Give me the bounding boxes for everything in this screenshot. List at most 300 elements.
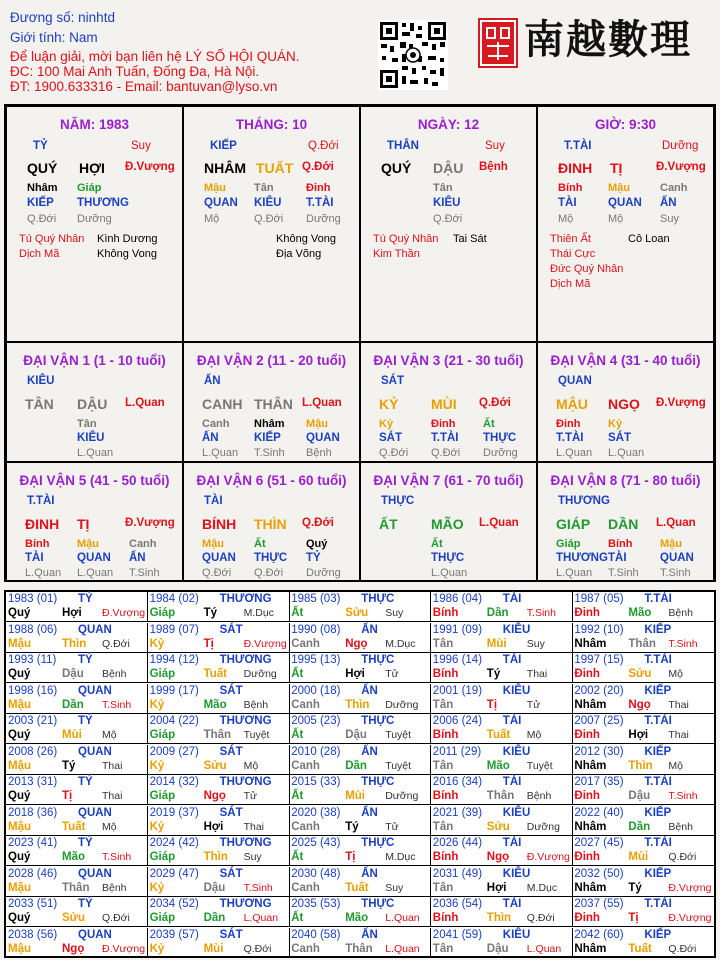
year-stage: Mộ	[102, 820, 117, 833]
gioi-tinh-line: Giới tính: Nam	[10, 30, 98, 45]
year-chi: Sửu	[486, 820, 510, 833]
hidden-god: THƯƠNG	[77, 197, 129, 209]
contact-line-3: ĐT: 1900.633316 - Email: bantuvan@lyso.vn	[10, 79, 278, 94]
year-cell	[6, 623, 148, 653]
year-god: THỰC	[361, 715, 395, 727]
header	[0, 0, 720, 100]
year-stage: T.Sinh	[102, 851, 132, 863]
year-stage: Thai	[668, 698, 689, 711]
dai-van-hidden-stage: Dưỡng	[483, 447, 518, 459]
year-can: Ất	[291, 668, 304, 680]
year-cell	[6, 867, 148, 897]
pillar-chi: TỊ	[610, 160, 623, 176]
year-can: Giáp	[149, 729, 176, 741]
hidden-stem: Mậu	[204, 182, 226, 194]
year-god: THƯƠNG	[219, 776, 272, 788]
year-can: Mậu	[8, 881, 31, 894]
dai-van-hidden-god: ẤN	[202, 432, 219, 444]
year-label: 1989 (07)	[149, 623, 199, 636]
year-stage: Mộ	[668, 668, 683, 680]
year-stage: Suy	[526, 637, 545, 650]
year-god: TỶ	[78, 776, 93, 788]
year-stage: Thai	[102, 790, 123, 802]
year-cell	[6, 714, 148, 744]
dai-van-cell	[537, 342, 714, 462]
dai-van-stage: L.Quan	[302, 397, 342, 409]
pillar-chi: HỢI	[79, 160, 105, 176]
year-can: Canh	[291, 759, 320, 772]
year-god: SÁT	[219, 928, 243, 941]
year-chi: Ngọ	[486, 851, 510, 863]
year-can: Giáp	[149, 790, 176, 802]
pillar-god-can: T.TÀI	[564, 140, 592, 152]
pillar-cell	[183, 106, 360, 342]
pillar-god-chi: Suy	[131, 140, 151, 152]
year-god: THƯƠNG	[219, 837, 272, 849]
year-stage: Dưỡng	[385, 698, 419, 711]
hidden-god: QUAN	[608, 197, 642, 209]
dai-van-hidden-stage: L.Quan	[202, 447, 239, 459]
year-stage: Thai	[243, 820, 265, 833]
dai-van-cell	[183, 462, 360, 582]
year-cell	[572, 684, 714, 714]
year-label: 1992 (10)	[574, 623, 624, 636]
year-god: SÁT	[219, 806, 243, 819]
year-chi: Thìn	[345, 698, 370, 711]
year-god: QUAN	[78, 623, 112, 636]
year-can: Giáp	[149, 851, 176, 863]
year-label: 2020 (38)	[291, 806, 341, 819]
year-god: TÀI	[502, 593, 522, 605]
year-stage: Đ.Vượng	[526, 851, 570, 863]
dai-van-hidden-stage: L.Quan	[431, 567, 468, 579]
shensha-star: Tú Quý Nhân	[373, 233, 439, 245]
year-can: Kỷ	[149, 759, 165, 772]
year-god: QUAN	[78, 684, 112, 697]
year-cell	[6, 836, 148, 866]
year-label: 1986 (04)	[432, 593, 483, 605]
year-cell	[148, 623, 290, 653]
year-stage: L.Quan	[243, 912, 279, 924]
year-cell	[148, 806, 290, 836]
shensha-star: Không Vong	[276, 233, 336, 245]
year-god: KIÊU	[502, 684, 531, 697]
year-stage: Q.Đới	[102, 912, 130, 924]
year-cell	[572, 806, 714, 836]
year-cell	[6, 592, 148, 622]
year-god: ẤN	[361, 684, 378, 697]
year-label: 1997 (15)	[574, 654, 624, 666]
dai-van-hidden-stem: Đinh	[556, 418, 581, 430]
year-cell	[148, 928, 290, 958]
year-label: 2021 (39)	[432, 806, 483, 819]
year-can: Canh	[291, 942, 320, 955]
year-label: 2004 (22)	[149, 715, 199, 727]
dai-van-title: ĐẠI VẬN 2 (11 - 20 tuổi)	[196, 353, 347, 368]
year-god: THỰC	[361, 593, 395, 605]
pillar-stage: Q.Đới	[302, 161, 334, 173]
year-chi: Ngọ	[203, 790, 226, 802]
year-cell	[431, 806, 573, 836]
dai-van-hidden-stem: Kỷ	[379, 418, 394, 430]
pillar-god-can: TỶ	[33, 140, 48, 152]
year-god: TÀI	[502, 898, 522, 910]
year-can: Giáp	[149, 607, 176, 619]
hidden-god: KIẾP	[27, 197, 54, 209]
year-label: 1995 (13)	[291, 654, 341, 666]
year-stage: Tử	[243, 790, 258, 802]
year-cell	[148, 745, 290, 775]
year-god: KIẾP	[644, 928, 672, 941]
year-cell	[6, 653, 148, 683]
dai-van-chi: THÂN	[254, 396, 293, 412]
year-god: SÁT	[219, 623, 243, 636]
year-god: TỶ	[78, 654, 93, 666]
shensha-star: Dịch Mã	[550, 278, 591, 290]
year-label: 1998 (16)	[8, 684, 58, 697]
year-cell	[431, 714, 573, 744]
year-label: 2009 (27)	[149, 745, 199, 758]
pillar-cell	[360, 106, 537, 342]
hidden-stem: Bính	[558, 182, 583, 194]
shensha-star: Thái Cực	[550, 248, 596, 260]
year-chi: Thân	[203, 729, 232, 741]
year-can: Đinh	[574, 912, 600, 924]
year-cell	[148, 897, 290, 927]
dai-van-hidden-stage: L.Quan	[77, 567, 114, 579]
year-label: 2000 (18)	[291, 684, 341, 697]
pillar-god-chi: Suy	[485, 140, 505, 152]
year-chi: Dần	[628, 820, 651, 833]
year-cell	[289, 897, 431, 927]
year-label: 2032 (50)	[574, 867, 624, 880]
year-god: KIÊU	[502, 928, 531, 941]
year-cell	[431, 836, 573, 866]
hidden-stage: Q.Đới	[27, 213, 57, 225]
year-label: 1996 (14)	[432, 654, 483, 666]
year-chi: Ngọ	[345, 637, 368, 650]
pillar-can: NHÂM	[204, 160, 246, 176]
year-chi: Mão	[628, 607, 652, 619]
year-can: Đinh	[574, 668, 600, 680]
year-can: Bính	[432, 668, 459, 680]
dai-van-title: ĐẠI VẬN 7 (61 - 70 tuổi)	[373, 473, 524, 488]
year-chi: Tý	[628, 881, 642, 894]
hidden-stage: Mộ	[204, 213, 220, 225]
dai-van-hidden-stage: L.Quan	[556, 567, 593, 579]
year-stage: Mộ	[526, 729, 542, 741]
dai-van-stage: Đ.Vượng	[125, 517, 175, 529]
year-can: Kỷ	[149, 820, 165, 833]
year-chi: Dần	[203, 912, 226, 924]
year-chi: Tuất	[628, 942, 652, 955]
year-god: SÁT	[219, 745, 243, 758]
year-label: 2038 (56)	[8, 928, 58, 941]
year-god: TỶ	[78, 837, 93, 849]
pillar-god-chi: Dưỡng	[662, 140, 699, 152]
dai-van-hidden-god: QUAN	[202, 552, 236, 564]
dai-van-hidden-god: THƯƠNG	[556, 552, 608, 564]
year-can: Nhâm	[574, 820, 607, 833]
year-stage: Dưỡng	[243, 668, 277, 680]
year-chi: Hợi	[628, 729, 649, 741]
hidden-stage: Suy	[660, 213, 679, 225]
qr-code	[378, 20, 448, 90]
dai-van-hidden-stem: Quý	[306, 538, 328, 550]
dai-van-hidden-stage: T.Sinh	[608, 567, 639, 579]
year-god: KIÊU	[502, 745, 531, 758]
year-god: T.TÀI	[644, 593, 672, 605]
year-stage: M.Dục	[385, 851, 416, 863]
year-chi: Dậu	[345, 729, 367, 741]
year-god: ẤN	[361, 745, 378, 758]
year-stage: Tử	[526, 698, 541, 711]
dai-van-cell	[183, 342, 360, 462]
year-can: Nhâm	[574, 698, 607, 711]
year-label: 1991 (09)	[432, 623, 483, 636]
year-label: 2019 (37)	[149, 806, 199, 819]
year-god: SÁT	[219, 684, 243, 697]
year-chi: Sửu	[628, 668, 652, 680]
year-god: THƯƠNG	[219, 898, 272, 910]
year-god: ẤN	[361, 867, 378, 880]
year-god: KIẾP	[644, 867, 672, 880]
year-label: 2036 (54)	[432, 898, 483, 910]
year-god: KIÊU	[502, 806, 531, 819]
year-cell	[289, 653, 431, 683]
year-cell	[572, 653, 714, 683]
year-stage: T.Sinh	[526, 607, 556, 619]
year-chi: Dần	[62, 698, 84, 711]
year-cell	[572, 745, 714, 775]
dai-van-hidden-stage: Q.Đới	[431, 447, 461, 459]
year-stage: Thai	[668, 729, 689, 741]
year-can: Bính	[432, 729, 459, 741]
dai-van-title: ĐẠI VẬN 3 (21 - 30 tuổi)	[373, 353, 524, 368]
year-stage: Đ.Vượng	[668, 912, 712, 924]
hidden-god: T.TÀI	[306, 197, 334, 209]
year-cell	[572, 714, 714, 744]
year-stage: Q.Đới	[102, 637, 130, 650]
year-can: Tân	[432, 881, 454, 894]
dai-van-chi: DẦN	[608, 516, 639, 532]
year-stage: T.Sinh	[102, 698, 132, 711]
year-label: 1999 (17)	[149, 684, 199, 697]
year-can: Quý	[8, 729, 31, 741]
pillar-can: ĐINH	[558, 160, 593, 176]
year-label: 2037 (55)	[574, 898, 624, 910]
year-cell	[572, 836, 714, 866]
year-cell	[148, 714, 290, 744]
hidden-god: ẤN	[660, 197, 677, 209]
year-label: 2039 (57)	[149, 928, 199, 941]
year-can: Ất	[291, 851, 304, 863]
year-label: 2031 (49)	[432, 867, 483, 880]
dai-van-hidden-stem: Ất	[483, 418, 495, 430]
year-god: T.TÀI	[644, 715, 672, 727]
year-chi: Tị	[486, 698, 498, 711]
dai-van-god: T.TÀI	[27, 495, 55, 507]
year-stage: L.Quan	[385, 912, 420, 924]
dai-van-can: MẬU	[556, 396, 588, 412]
dai-van-hidden-god: QUAN	[660, 552, 694, 564]
year-god: ẤN	[361, 806, 378, 819]
shensha-star: Thiên Ất	[550, 233, 591, 245]
year-can: Quý	[8, 912, 31, 924]
dai-van-stage: L.Quan	[656, 517, 696, 529]
dai-van-hidden-god: T.TÀI	[431, 432, 459, 444]
year-can: Nhâm	[574, 881, 607, 894]
year-chi: Dậu	[486, 942, 509, 955]
pillar-title: GIỜ: 9:30	[594, 117, 657, 132]
dai-van-hidden-stage: L.Quan	[608, 447, 645, 459]
dai-van-can: CANH	[202, 396, 243, 412]
dai-van-hidden-stage: T.Sinh	[254, 447, 285, 459]
year-chi: Mão	[62, 851, 85, 863]
year-stage: Suy	[385, 881, 404, 894]
year-can: Tân	[432, 637, 454, 650]
year-cell	[289, 928, 431, 958]
dai-van-god: TÀI	[204, 495, 223, 507]
dai-van-title: ĐẠI VẬN 6 (51 - 60 tuổi)	[196, 473, 347, 488]
dai-van-chi: NGỌ	[608, 396, 640, 412]
dai-van-god: THƯƠNG	[558, 495, 610, 507]
year-cell	[289, 623, 431, 653]
pillar-cell	[6, 106, 183, 342]
year-label: 2005 (23)	[291, 715, 341, 727]
year-chi: Hợi	[486, 881, 507, 894]
dai-van-hidden-god: TÀI	[25, 552, 44, 564]
year-can: Bính	[432, 790, 459, 802]
year-can: Nhâm	[574, 637, 607, 650]
year-can: Ất	[291, 912, 304, 924]
year-can: Mậu	[8, 820, 31, 833]
dai-van-hidden-god: KIẾP	[254, 432, 281, 444]
pillar-god-can: THÂN	[387, 140, 419, 152]
dai-van-hidden-stem: Mậu	[306, 418, 328, 430]
year-stage: Đ.Vượng	[243, 637, 287, 650]
hidden-stage: Mộ	[608, 213, 624, 225]
shensha-star: Tai Sát	[453, 233, 487, 245]
year-chi: Mão	[486, 759, 510, 772]
year-god: KIÊU	[502, 623, 531, 636]
pillar-cell	[537, 106, 714, 342]
year-label: 1990 (08)	[291, 623, 341, 636]
year-chi: Dậu	[62, 668, 84, 680]
year-chi: Hợi	[203, 820, 224, 833]
year-label: 2003 (21)	[8, 715, 58, 727]
pillar-title: THÁNG: 10	[235, 117, 308, 132]
year-god: T.TÀI	[644, 837, 672, 849]
year-can: Mậu	[8, 637, 31, 650]
dai-van-title: ĐẠI VẬN 8 (71 - 80 tuổi)	[550, 473, 701, 488]
year-stage: M.Dục	[385, 637, 416, 650]
year-god: QUAN	[78, 745, 112, 758]
year-cell	[431, 775, 573, 805]
year-chi: Hợi	[345, 668, 365, 680]
year-label: 2012 (30)	[574, 745, 624, 758]
year-god: T.TÀI	[644, 898, 672, 910]
dai-van-hidden-stem: Ất	[254, 538, 266, 550]
chart-grid	[4, 104, 716, 582]
hidden-stage: Dưỡng	[306, 213, 341, 225]
dai-van-title: ĐẠI VẬN 1 (1 - 10 tuổi)	[23, 353, 166, 368]
year-label: 1983 (01)	[8, 593, 58, 605]
year-can: Kỷ	[149, 942, 165, 955]
year-can: Tân	[432, 942, 454, 955]
year-label: 2024 (42)	[149, 837, 199, 849]
year-cell	[431, 867, 573, 897]
dai-van-title: ĐẠI VẬN 5 (41 - 50 tuổi)	[19, 473, 170, 488]
year-chi: Dần	[345, 759, 367, 772]
year-cell	[6, 806, 148, 836]
dai-van-god: QUAN	[558, 375, 592, 387]
year-label: 2042 (60)	[574, 928, 624, 941]
dai-van-stage: Q.Đới	[302, 517, 334, 529]
year-cell	[431, 623, 573, 653]
year-label: 2035 (53)	[291, 898, 341, 910]
dai-van-hidden-stage: Dưỡng	[306, 567, 341, 579]
contact-line-1: Để luận giải, mời bạn liên hệ LÝ SỐ HỘI QUÁN.	[10, 49, 300, 64]
year-god: TỶ	[78, 715, 93, 727]
year-can: Nhâm	[574, 942, 607, 955]
dai-van-hidden-stage: L.Quan	[77, 447, 114, 459]
dai-van-cell	[360, 342, 537, 462]
year-chi: Thân	[345, 942, 373, 955]
year-stage: Thai	[102, 759, 123, 772]
year-can: Nhâm	[574, 759, 607, 772]
year-god: QUAN	[78, 928, 112, 941]
dai-van-chi: TỊ	[77, 516, 90, 532]
pillar-chi: TUẤT	[256, 160, 294, 176]
year-label: 2008 (26)	[8, 745, 58, 758]
year-chi: Tị	[203, 637, 214, 650]
year-stage: Đ.Vượng	[102, 942, 146, 955]
year-cell	[289, 806, 431, 836]
year-cell	[289, 745, 431, 775]
dai-van-hidden-stage: Bệnh	[306, 447, 332, 459]
year-label: 2025 (43)	[291, 837, 341, 849]
year-god: QUAN	[78, 867, 112, 880]
year-god: THỰC	[361, 837, 395, 849]
year-god: ẤN	[361, 928, 378, 941]
year-label: 2010 (28)	[291, 745, 341, 758]
year-stage: Tuyệt	[385, 759, 412, 772]
year-god: TÀI	[502, 715, 522, 727]
year-god: QUAN	[78, 806, 112, 819]
dai-van-can: BÍNH	[202, 516, 237, 532]
year-cell	[431, 745, 573, 775]
year-chi: Tý	[486, 668, 501, 680]
dai-van-hidden-god: TÀI	[608, 552, 627, 564]
year-chi: Ngọ	[62, 942, 85, 955]
year-label: 1987 (05)	[574, 593, 624, 605]
year-chi: Thân	[486, 790, 515, 802]
year-label: 1993 (11)	[8, 654, 57, 666]
year-cell	[148, 684, 290, 714]
year-cell	[431, 897, 573, 927]
year-stage: Dưỡng	[526, 820, 560, 833]
dai-van-god: KIÊU	[27, 375, 55, 387]
dai-van-hidden-stem: Giáp	[556, 538, 581, 550]
year-can: Mậu	[8, 942, 31, 955]
dai-van-chi: MÙI	[431, 396, 457, 412]
year-god: ẤN	[361, 623, 378, 636]
year-label: 2014 (32)	[149, 776, 199, 788]
year-stage: L.Quan	[385, 942, 420, 955]
year-label: 1984 (02)	[149, 593, 199, 605]
year-god: THƯƠNG	[219, 593, 272, 605]
